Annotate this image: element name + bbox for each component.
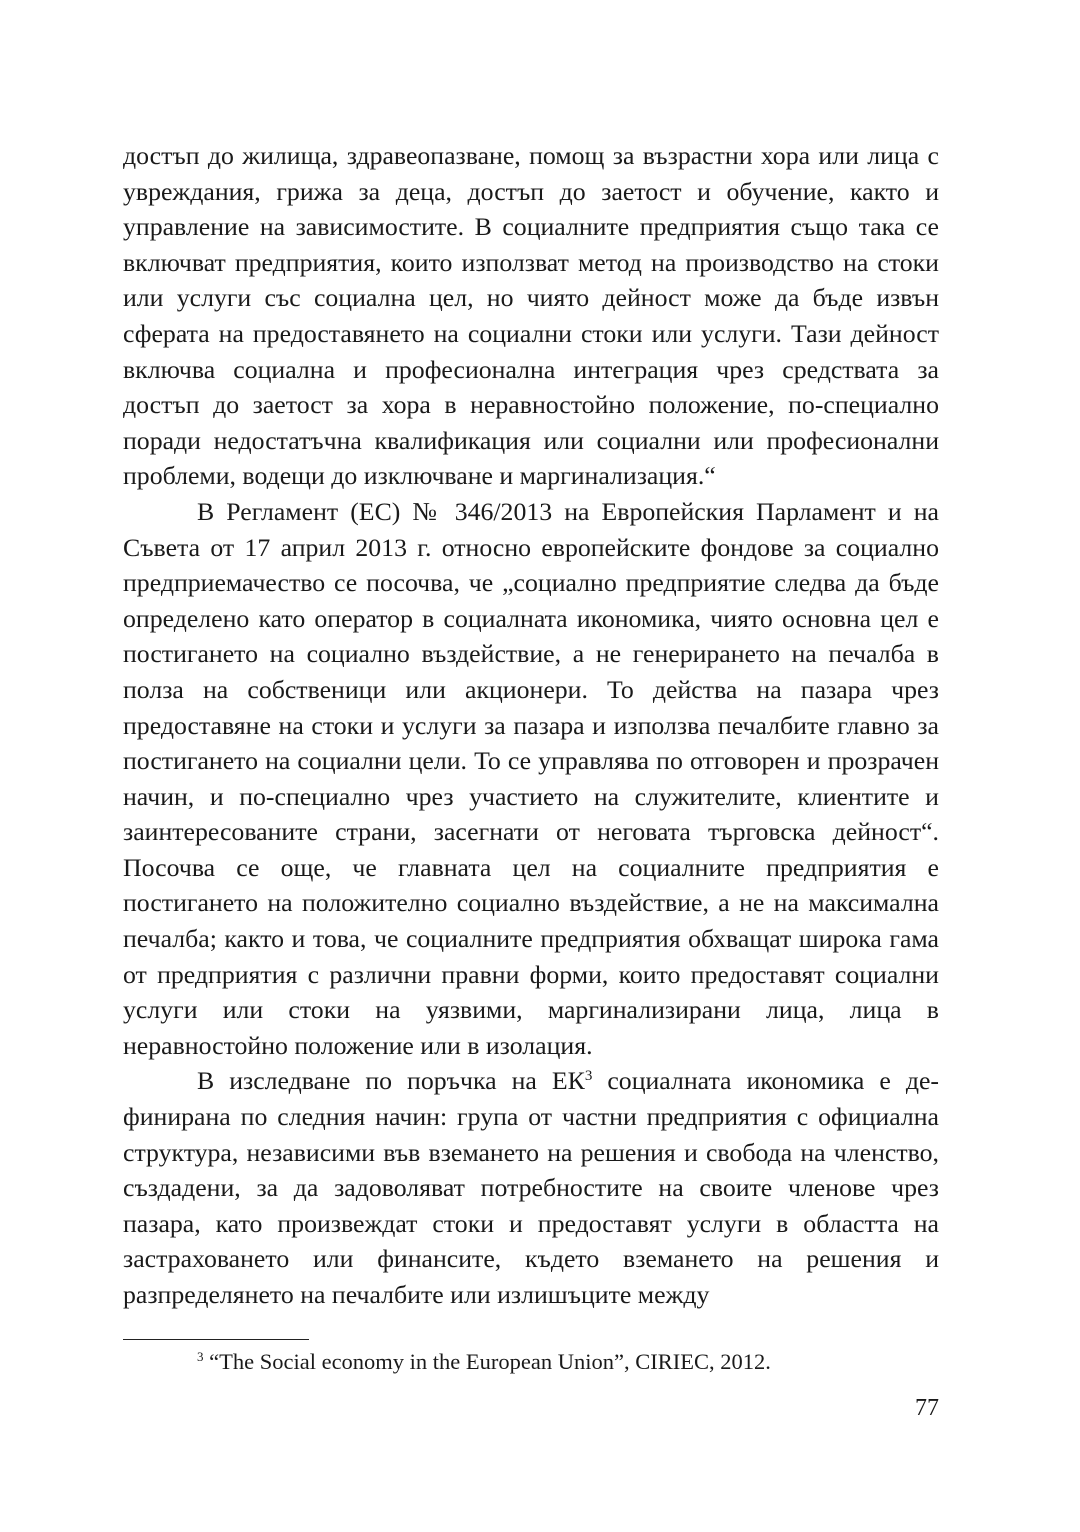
paragraph-text-end: социалната икономика е дефинирана по следния начин: група от частни предприятия с официална структура, независими във вземането на решения и свобода на членство, създадени, за да задоволяват потребностите на своите членове чрез пазара, като произвеждат стоки и предоставят услуги в областта на застраховането или финансите, където вземането на решения и разпределянето на печалбите или излишъците между (123, 1066, 940, 1309)
paragraph-text-start: В изследване по поръчка на ЕК (197, 1066, 585, 1096)
page-number: 77 (915, 1395, 939, 1421)
footnote-separator (123, 1339, 309, 1340)
footnote-text: “The Social economy in the European Union”, CIRIEC, 2012. (203, 1349, 771, 1374)
footnote-marker: 3 (197, 1349, 204, 1364)
paragraph-regulation: В Регламент (ЕС) № 346/2013 на Европейския Парламент и на Съвета от 17 април 2013 г. относно европейските фондове за социално предприемачество се посочва, че „социално предприятие следва да бъде определено като оператор в социалната икономика, чиято основна цел е постигането на социално въздействие, а не генерирането на печалба в полза на собственици или акционери. То действа на пазара чрез предоставяне на стоки и услуги за пазара и използва печалбите главно за постигането на социални цели. То се управлява по отговорен и прозрачен начин, и по-специално чрез участието на служителите, клиентите и заинтересованите страни, засегнати от неговата търговска дейност“. Посочва се още, че главната цел на социалните предприятия е постигането на положително социално въздействие, а не на максимална печалба; както и това, че социалните предприятия обхващат широка гама от предприятия с различни правни форми, които предоставят социални услуги или стоки на уязвими, маргинализирани лица, лица в неравностойно положение или в изолация. (123, 496, 939, 1060)
footnote-reference: 3 (584, 1068, 593, 1085)
main-text (123, 138, 939, 1313)
paragraph-social-economy (123, 1063, 939, 1312)
paragraph-continued: достъп до жилища, здравеопазване, помощ за възрастни хора или лица с увреждания, грижа за деца, достъп до заетост и обучение, както и управление на зависимостите. В социалните предприятия също така се включват предприятия, които използват метод на производство на стоки или услуги със социална цел, но чиято дейност може да бъде извън сферата на предоставянето на социални стоки или услуги. Тази дейност включва социална и професионална интеграция чрез средствата за достъп до заетост за хора в неравностойно положение, по-специално поради недостатъчна квалификация или социални или професионални проблеми, водещи до изключване и маргинализация.“ (123, 141, 939, 491)
footnote (123, 1347, 939, 1377)
